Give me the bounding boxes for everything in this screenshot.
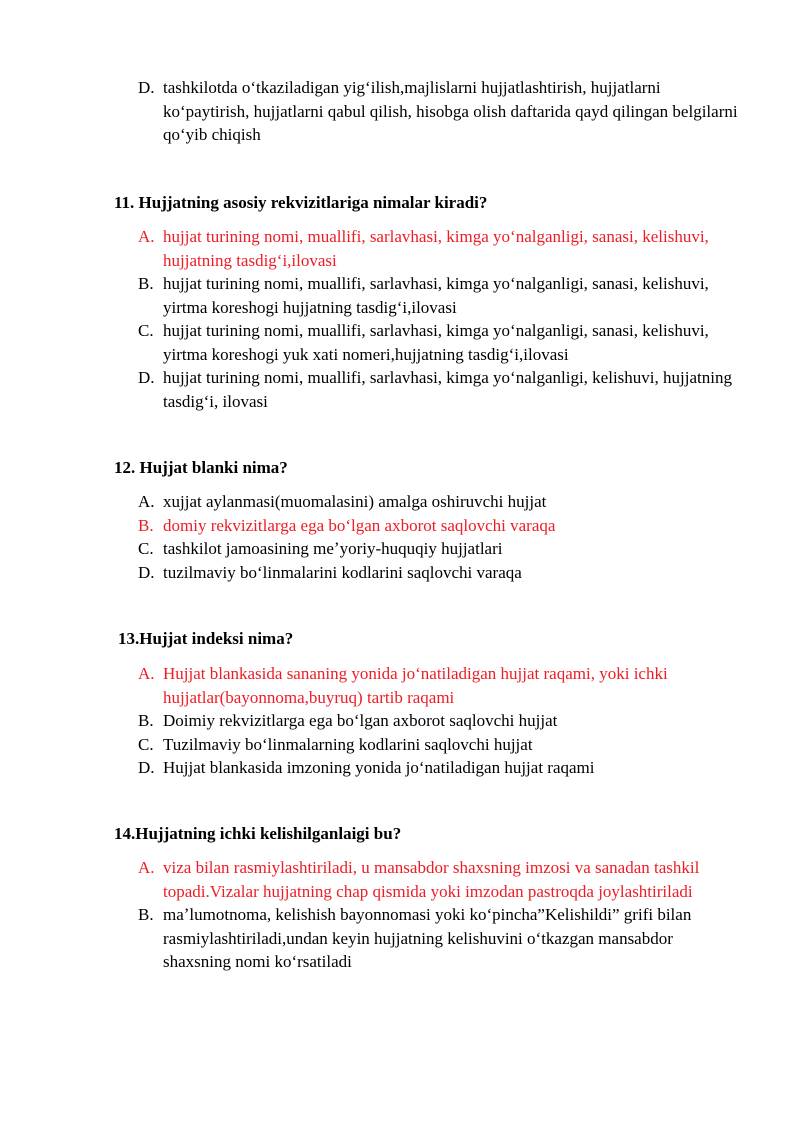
option-letter: A. [138, 858, 155, 877]
option-text: maʼlumotnoma, kelishish bayonnomasi yoki koʻpincha”Kelishildi” grifi bilan rasmiylashtiriladi,undan keyin hujjatning kelishuvini oʻtkazgan mansabdor shaxsning nomi koʻrsatiladi [163, 905, 692, 971]
option-c [138, 537, 738, 561]
option-letter: D. [138, 758, 155, 777]
option-letter: C. [138, 734, 154, 754]
option-text: hujjat turining nomi, muallifi, sarlavhasi, kimga yoʻnalganligi, sanasi, kelishuvi, hujjatning tasdigʻi,ilovasi [163, 227, 709, 270]
option-c [138, 733, 738, 757]
question-13-title: 13.Hujjat indeksi nima? [118, 629, 294, 648]
option-b [138, 903, 738, 974]
option-letter: A. [138, 227, 155, 246]
prev-options [138, 76, 738, 147]
option-letter: A. [138, 492, 155, 511]
question-14-title: 14.Hujjatning ichki kelishilganlaigi bu? [114, 824, 402, 843]
option-a-correct [138, 856, 738, 903]
question-12-options [138, 490, 738, 584]
option-a-correct [138, 662, 738, 709]
option-text: tuzilmaviy boʻlinmalarini kodlarini saqlovchi varaqa [163, 562, 522, 582]
option-letter: B. [138, 515, 154, 535]
option-letter: D. [138, 562, 155, 582]
option-letter: C. [138, 321, 154, 340]
option-b [138, 272, 738, 319]
option-letter: B. [138, 274, 154, 293]
option-text: Doimiy rekvizitlarga ega boʻlgan axborot saqlovchi hujjat [163, 711, 558, 730]
option-d [138, 756, 738, 780]
option-b-correct [138, 514, 738, 538]
option-d [138, 76, 738, 147]
option-text: Tuzilmaviy boʻlinmalarning kodlarini saqlovchi hujjat [163, 734, 533, 754]
question-11-options [138, 225, 738, 413]
option-letter: C. [138, 539, 154, 558]
option-text: Hujjat blankasida imzoning yonida joʻnatiladigan hujjat raqami [163, 758, 595, 777]
option-a-correct [138, 225, 738, 272]
option-text: Hujjat blankasida sananing yonida joʻnatiladigan hujjat raqami, yoki ichki hujjatlar(bayonnoma,buyruq) tartib raqami [163, 664, 668, 707]
option-d [138, 366, 738, 413]
option-text: hujjat turining nomi, muallifi, sarlavhasi, kimga yoʻnalganligi, sanasi, kelishuvi, yirtma koreshogi yuk xati nomeri,hujjatning tasdigʻi,ilovasi [163, 321, 709, 364]
question-14-options [138, 856, 738, 974]
option-text: tashkilotda oʻtkaziladigan yigʻilish,majlislarni hujjatlashtirish, hujjatlarni koʻpaytirish, hujjatlarni qabul qilish, hisobga olish daftarida qayd qilingan belgilarni qoʻyib chiqish [163, 78, 738, 144]
option-text: domiy rekvizitlarga ega boʻlgan axborot saqlovchi varaqa [163, 515, 556, 535]
option-text: hujjat turining nomi, muallifi, sarlavhasi, kimga yoʻnalganligi, sanasi, kelishuvi, yirtma koreshogi hujjatning tasdigʻi,ilovasi [163, 274, 709, 317]
option-d [138, 561, 738, 585]
option-text: tashkilot jamoasining meʼyoriy-huquqiy hujjatlari [163, 539, 503, 558]
option-a [138, 490, 738, 514]
option-text: hujjat turining nomi, muallifi, sarlavhasi, kimga yoʻnalganligi, kelishuvi, hujjatning tasdigʻi, ilovasi [163, 368, 732, 411]
option-letter: A. [138, 664, 155, 683]
option-c [138, 319, 738, 366]
option-letter: D. [138, 368, 155, 387]
question-12-title: 12. Hujjat blanki nima? [114, 458, 288, 477]
question-13-options [138, 662, 738, 780]
option-b [138, 709, 738, 733]
option-letter: B. [138, 711, 154, 730]
option-letter: B. [138, 905, 154, 924]
option-text: xujjat aylanmasi(muomalasini) amalga oshiruvchi hujjat [163, 492, 547, 511]
option-letter: D. [138, 78, 155, 97]
question-11-title: 11. Hujjatning asosiy rekvizitlariga nimalar kiradi? [114, 193, 488, 212]
option-text: viza bilan rasmiylashtiriladi, u mansabdor shaxsning imzosi va sanadan tashkil topadi.Vizalar hujjatning chap qismida yoki imzodan pastroqda joylashtiriladi [163, 858, 700, 901]
